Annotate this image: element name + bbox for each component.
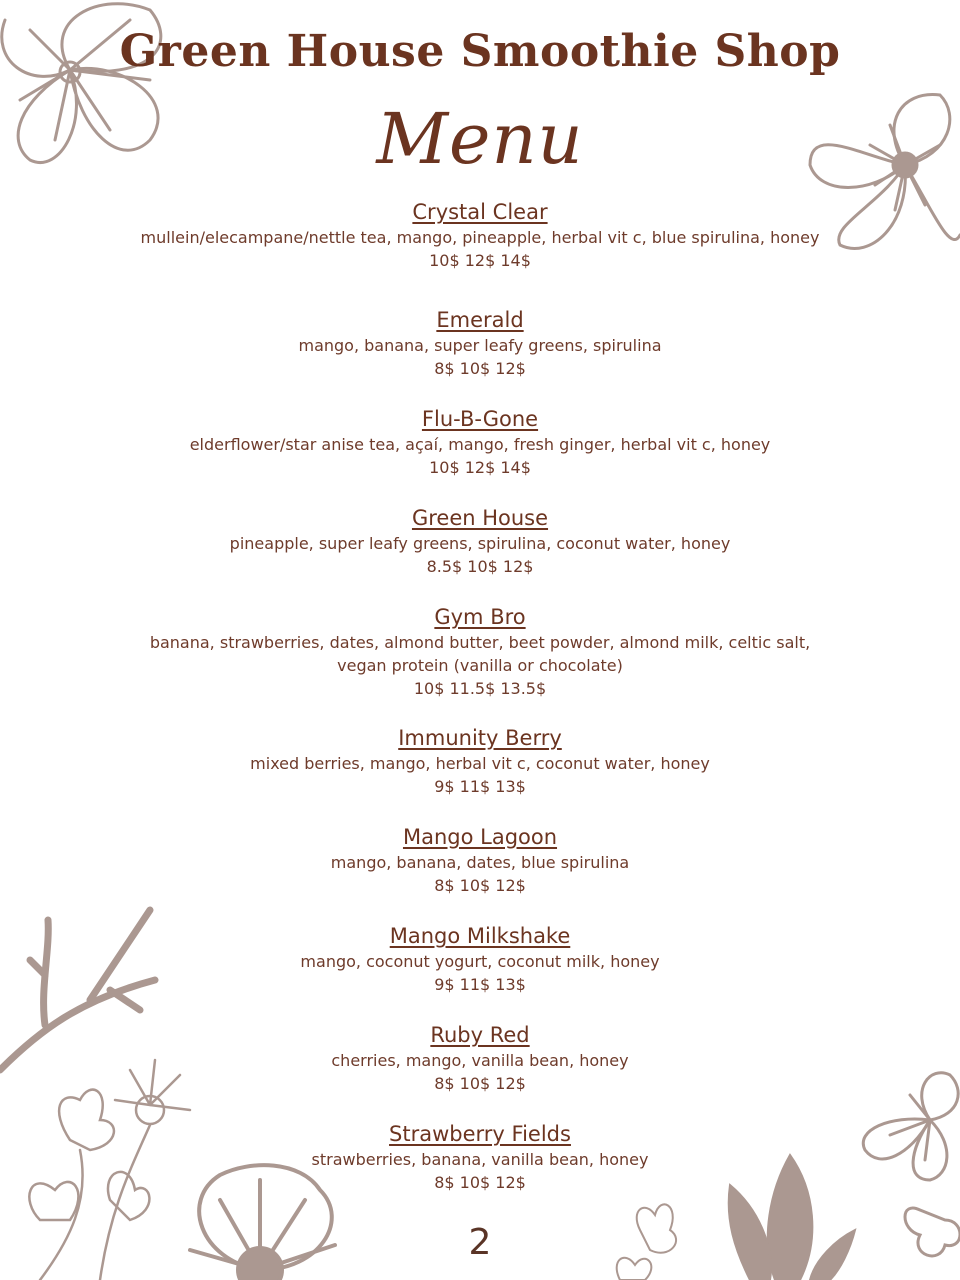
menu-item-name: Mango Milkshake	[389, 924, 571, 948]
menu-item-ingredients: strawberries, banana, vanilla bean, honey	[311, 1150, 649, 1169]
menu-item	[80, 603, 880, 700]
menu-item	[80, 922, 880, 996]
menu-item	[80, 724, 880, 798]
menu-item-name: Ruby Red	[430, 1023, 530, 1047]
menu-item-prices: 8$ 10$ 12$	[434, 1173, 526, 1192]
menu-item	[80, 1021, 880, 1095]
menu-item-name: Mango Lagoon	[402, 825, 558, 849]
menu-item-name: Gym Bro	[434, 605, 526, 629]
menu-item	[80, 823, 880, 897]
menu-item	[80, 405, 880, 479]
menu-item-prices: 8.5$ 10$ 12$	[426, 557, 534, 576]
menu-item-name: Emerald	[436, 308, 524, 332]
menu-item-prices: 8$ 10$ 12$	[434, 1074, 526, 1093]
menu-item-name: Crystal Clear	[412, 200, 548, 224]
menu-item-prices: 10$ 12$ 14$	[429, 458, 531, 477]
menu-item-ingredients: mango, banana, dates, blue spirulina	[330, 853, 630, 872]
menu-item-prices: 9$ 11$ 13$	[434, 777, 526, 796]
menu-item	[80, 504, 880, 578]
menu-item-ingredients: cherries, mango, vanilla bean, honey	[331, 1051, 629, 1070]
menu-item-prices: 8$ 10$ 12$	[434, 359, 526, 378]
menu-item	[80, 306, 880, 380]
menu-item-prices: 8$ 10$ 12$	[434, 876, 526, 895]
menu-item-ingredients: elderflower/star anise tea, açaí, mango, fresh ginger, herbal vit c, honey	[189, 435, 771, 454]
menu-item-ingredients: mixed berries, mango, herbal vit c, coconut water, honey	[250, 754, 710, 773]
page-number: 2	[468, 1222, 492, 1263]
menu-item-name: Green House	[411, 506, 549, 530]
menu-item-name: Strawberry Fields	[389, 1122, 571, 1146]
menu-item-prices: 10$ 12$ 14$	[429, 251, 531, 270]
menu-item-ingredients: mango, coconut yogurt, coconut milk, honey	[300, 952, 660, 971]
shop-title: Green House Smoothie Shop	[119, 26, 841, 77]
menu-item-ingredients: mango, banana, super leafy greens, spirulina	[298, 336, 662, 355]
menu-item-ingredients: mullein/elecampane/nettle tea, mango, pineapple, herbal vit c, blue spirulina, honey	[140, 228, 820, 247]
menu-item-prices: 9$ 11$ 13$	[434, 975, 526, 994]
menu-item-ingredients-continued: vegan protein (vanilla or chocolate)	[337, 656, 623, 675]
menu-item-ingredients: banana, strawberries, dates, almond butter, beet powder, almond milk, celtic salt,	[149, 633, 811, 652]
menu-item-name: Flu-B-Gone	[421, 407, 539, 431]
menu-item-ingredients: pineapple, super leafy greens, spirulina, coconut water, honey	[229, 534, 731, 553]
menu-heading: Menu	[376, 98, 584, 180]
menu-item-name: Immunity Berry	[398, 726, 562, 750]
menu-item	[80, 1120, 880, 1194]
menu-item-prices: 10$ 11.5$ 13.5$	[413, 679, 547, 698]
menu-item	[80, 198, 880, 272]
